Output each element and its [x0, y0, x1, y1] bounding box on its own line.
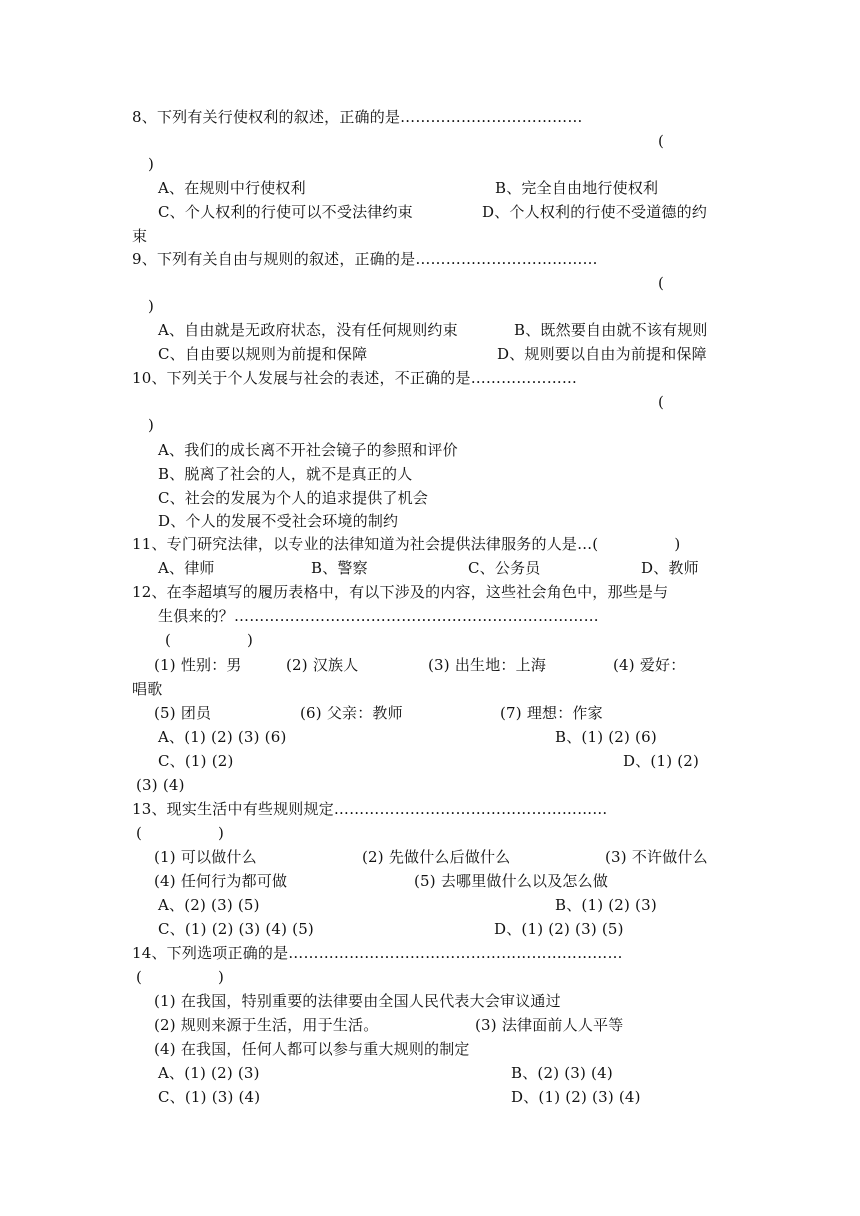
- q12-item-7: (7) 理想：作家: [500, 704, 603, 722]
- q9-option-d: D、规则要以自由为前提和保障: [497, 345, 707, 363]
- q8-paren-open: (: [658, 132, 665, 150]
- q12-item-4: (4) 爱好：: [613, 656, 686, 674]
- q12-option-c: C、(1) (2): [158, 752, 234, 770]
- q10-stem: 10、下列关于个人发展与社会的表述，不正确的是…………………: [132, 369, 578, 387]
- q12-stem-cont: 生俱来的？………………………………………………………………: [158, 607, 599, 625]
- q14-option-a: A、(1) (2) (3): [158, 1064, 260, 1082]
- q14-item-2: (2) 规则来源于生活，用于生活。: [154, 1016, 379, 1034]
- q9-option-a: A、自由就是无政府状态，没有任何规则约束: [158, 321, 458, 339]
- q8-stem: 8、下列有关行使权利的叙述，正确的是………………………………: [132, 108, 583, 126]
- q13-option-a: A、(2) (3) (5): [158, 896, 260, 914]
- q12-item-6: (6) 父亲：教师: [300, 704, 403, 722]
- q13-option-b: B、(1) (2) (3): [555, 896, 657, 914]
- q13-option-c: C、(1) (2) (3) (4) (5): [158, 920, 314, 938]
- q8-option-d-cont: 束: [132, 227, 148, 245]
- q12-option-a: A、(1) (2) (3) (6): [158, 728, 287, 746]
- q12-item-4-cont: 唱歌: [132, 680, 163, 698]
- q14-item-3: (3) 法律面前人人平等: [475, 1016, 624, 1034]
- q12-option-b: B、(1) (2) (6): [555, 728, 657, 746]
- q10-option-d: D、个人的发展不受社会环境的制约: [158, 512, 399, 530]
- q13-answer-paren: ( ): [136, 824, 225, 842]
- q14-item-4: (4) 在我国，任何人都可以参与重大规则的制定: [154, 1040, 470, 1058]
- q11-option-a: A、律师: [158, 559, 215, 577]
- q10-paren-close: ): [148, 416, 155, 434]
- q11-option-b: B、警察: [311, 559, 368, 577]
- q10-option-a: A、我们的成长离不开社会镜子的参照和评价: [158, 441, 458, 459]
- q11-option-d: D、教师: [641, 559, 699, 577]
- q13-item-1: (1) 可以做什么: [154, 848, 257, 866]
- q12-option-d-cont: (3) (4): [136, 776, 185, 794]
- q13-item-5: (5) 去哪里做什么以及怎么做: [414, 872, 609, 890]
- q14-option-b: B、(2) (3) (4): [511, 1064, 613, 1082]
- q14-item-1: (1) 在我国，特别重要的法律要由全国人民代表大会审议通过: [154, 992, 561, 1010]
- q12-item-5: (5) 团员: [154, 704, 212, 722]
- q9-paren-close: ): [148, 297, 155, 315]
- q13-stem: 13、现实生活中有些规则规定………………………………………………: [132, 800, 608, 818]
- q14-answer-paren: ( ): [136, 968, 225, 986]
- q14-option-d: D、(1) (2) (3) (4): [511, 1088, 641, 1106]
- q14-option-c: C、(1) (3) (4): [158, 1088, 261, 1106]
- q11-option-c: C、公务员: [468, 559, 541, 577]
- q13-item-2: (2) 先做什么后做什么: [362, 848, 511, 866]
- q14-stem: 14、下列选项正确的是…………………………………………………………: [132, 944, 623, 962]
- q12-item-3: (3) 出生地：上海: [428, 656, 547, 674]
- q8-option-b: B、完全自由地行使权利: [495, 179, 659, 197]
- q13-item-3: (3) 不许做什么: [605, 848, 708, 866]
- q12-item-2: (2) 汉族人: [286, 656, 359, 674]
- q8-option-a: A、在规则中行使权利: [158, 179, 306, 197]
- q13-option-d: D、(1) (2) (3) (5): [494, 920, 624, 938]
- q8-option-d: D、个人权利的行使不受道德的约: [482, 203, 708, 221]
- q9-option-c: C、自由要以规则为前提和保障: [158, 345, 368, 363]
- q10-paren-open: (: [658, 393, 665, 411]
- q11-stem: 11、专门研究法律，以专业的法律知道为社会提供法律服务的人是…( ): [132, 535, 681, 553]
- q9-stem: 9、下列有关自由与规则的叙述，正确的是………………………………: [132, 250, 598, 268]
- q12-answer-paren: ( ): [165, 631, 254, 649]
- q12-stem: 12、在李超填写的履历表格中，有以下涉及的内容，这些社会角色中，那些是与: [132, 583, 669, 601]
- q10-option-c: C、社会的发展为个人的追求提供了机会: [158, 489, 429, 507]
- q13-item-4: (4) 任何行为都可做: [154, 872, 288, 890]
- q12-item-1: (1) 性别：男: [154, 656, 242, 674]
- q8-option-c: C、个人权利的行使可以不受法律约束: [158, 203, 413, 221]
- q12-option-d: D、(1) (2): [623, 752, 700, 770]
- q9-option-b: B、既然要自由就不该有规则: [514, 321, 708, 339]
- q10-option-b: B、脱离了社会的人，就不是真正的人: [158, 465, 413, 483]
- q9-paren-open: (: [658, 274, 665, 292]
- q8-paren-close: ): [148, 155, 155, 173]
